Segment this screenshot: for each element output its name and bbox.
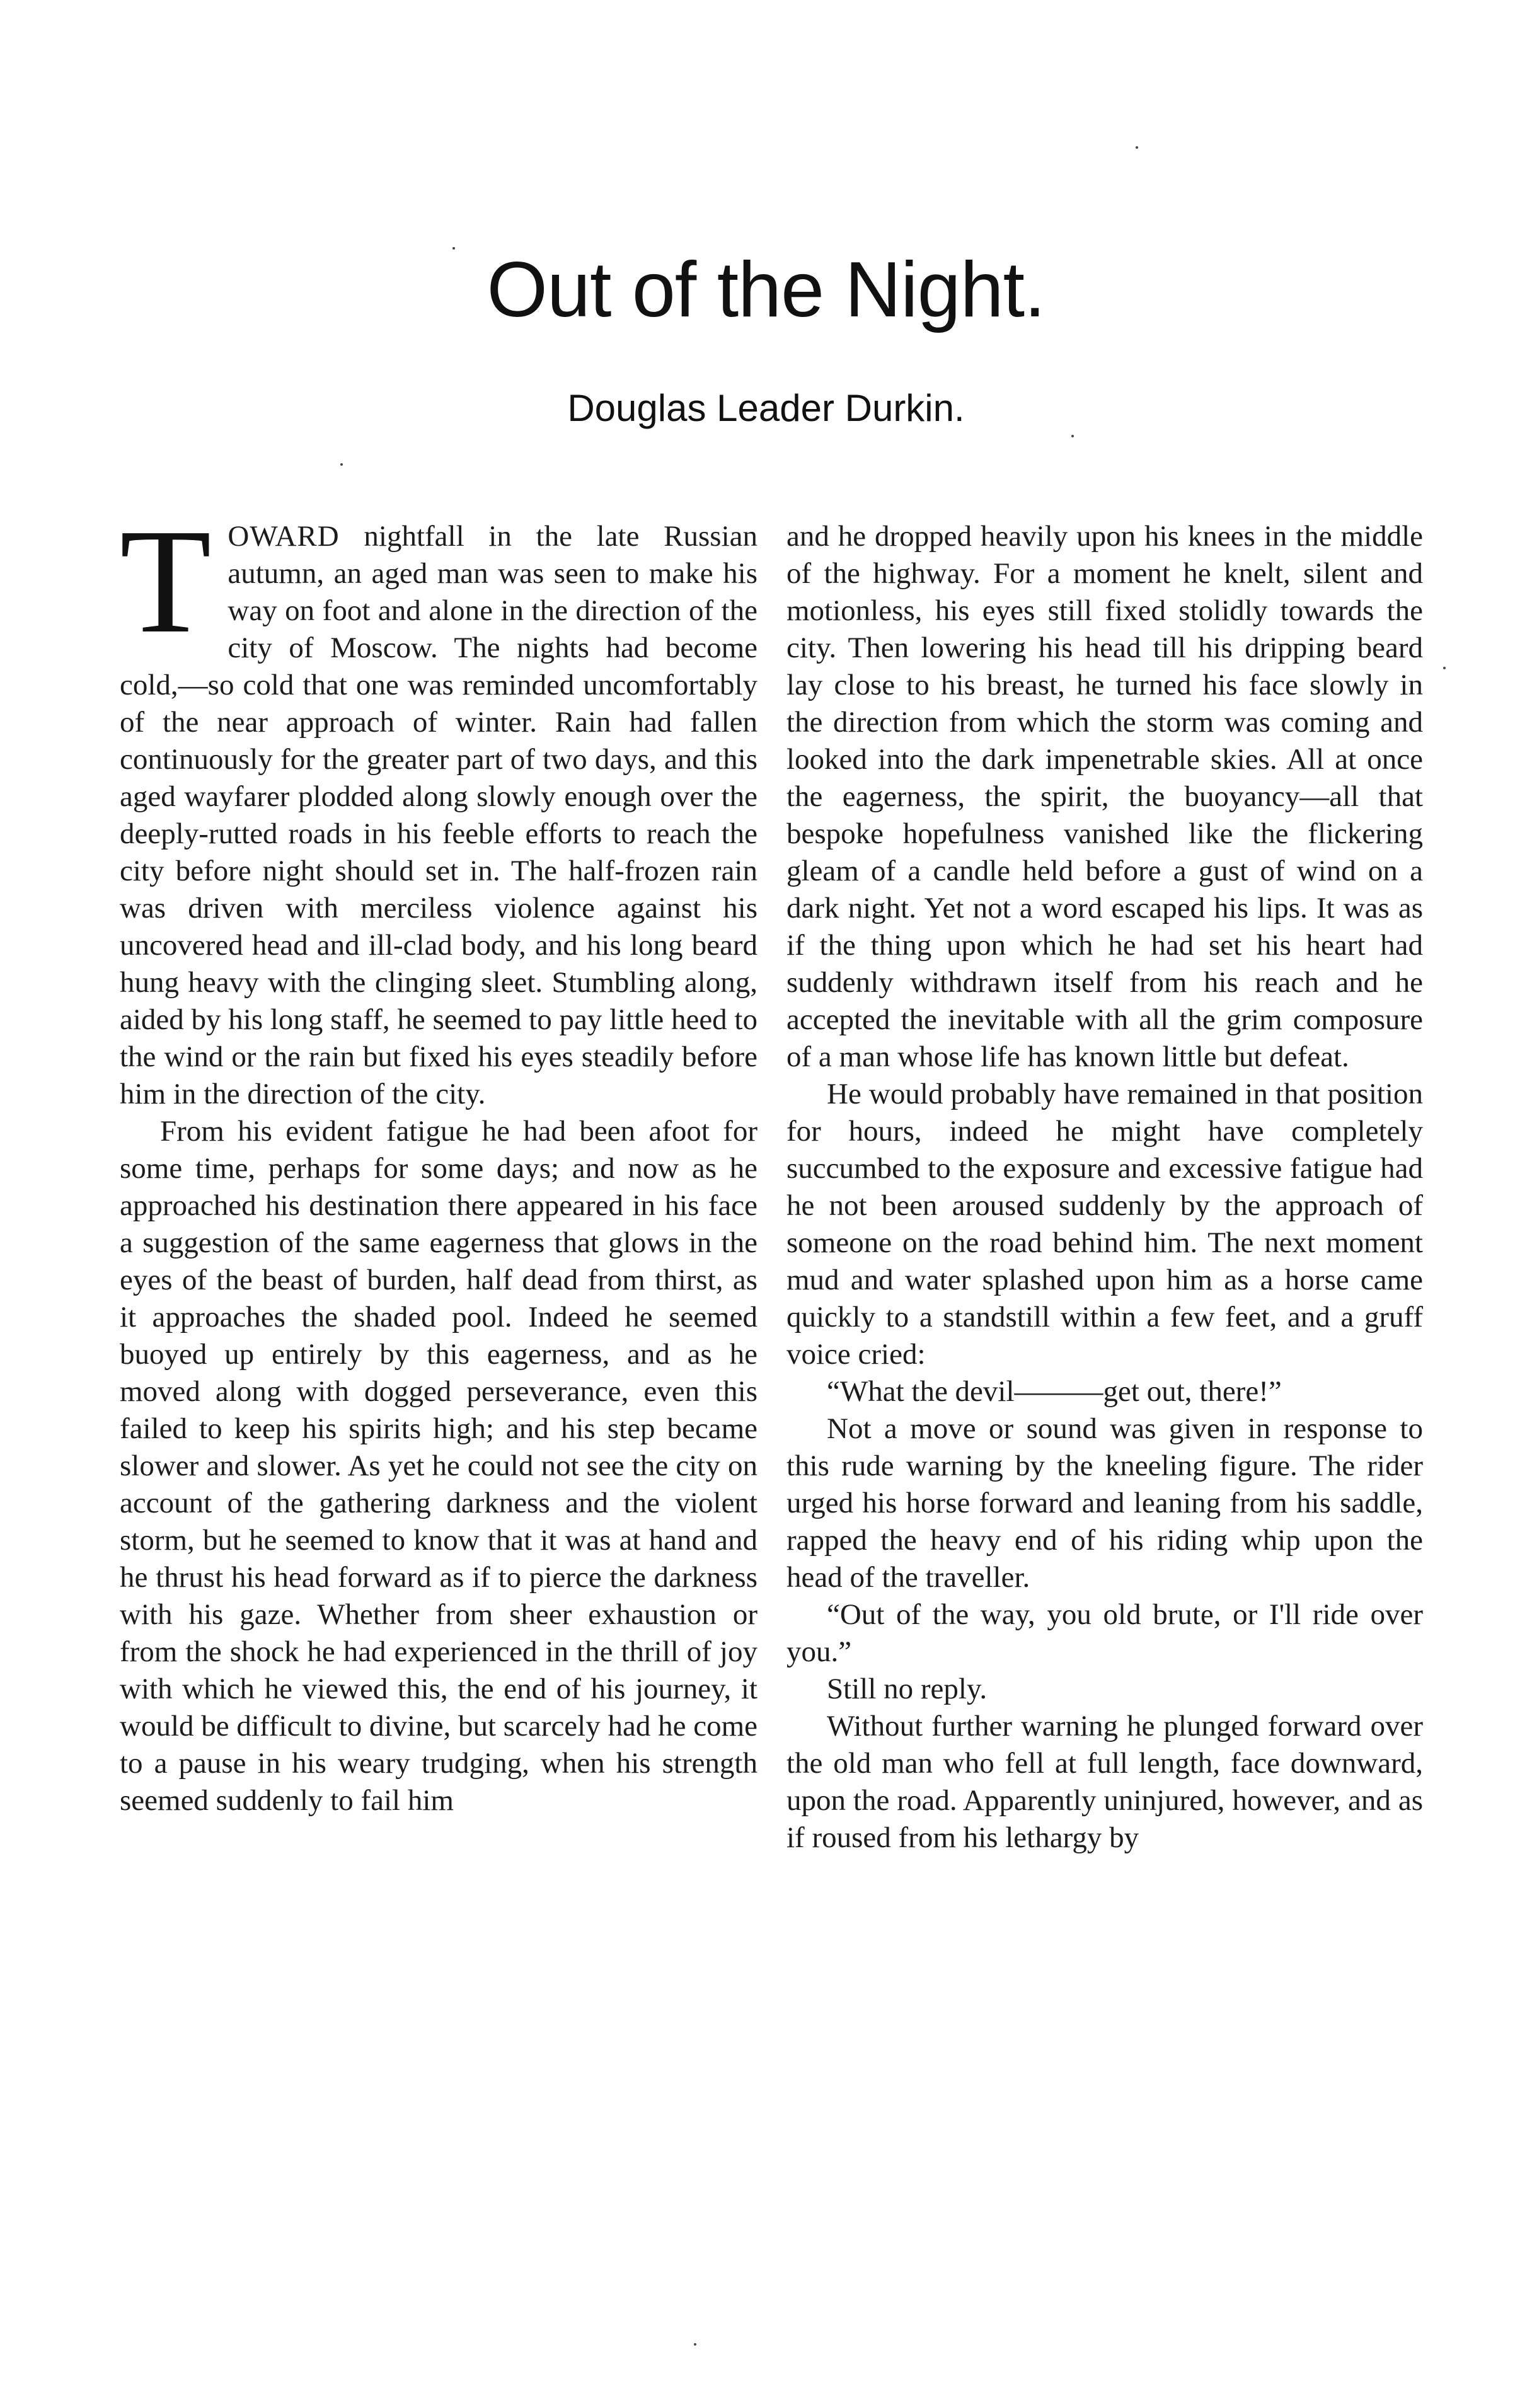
- paragraph: Not a move or sound was given in response to this rude warning by the kneeling figure. The rider urged his horse forward and leaning from his saddle, rapped the heavy end of his riding whip upon the head of the traveller.: [786, 1412, 1423, 1594]
- article-author: Douglas Leader Durkin.: [567, 387, 965, 429]
- paragraph: [120, 498, 757, 1113]
- paragraph: and he dropped heavily upon his knees in the middle of the highway. For a moment he knelt, silent and motionless, his eyes still fixed stolidly towards the city. Then lowering his head till his dripping beard lay close to his breast, he turned his face slowly in the direction from which the storm was coming and looked into the dark impenetrable skies. All at once the eagerness, the spirit, the buoyancy—all that bespoke hopefulness vanished like the flickering gleam of a candle held before a gust of wind on a dark night. Yet not a word escaped his lips. It was as if the thing upon which he had set his heart had suddenly withdrawn itself from his reach and he accepted the inevitable with all the grim composure of a man whose life has known little but defeat.: [786, 520, 1423, 1073]
- paragraph: Without further warning he plunged forward over the old man who fell at full length, face downward, upon the road. Apparently uninjured, however, and as if roused from his lethargy by: [786, 1710, 1423, 1854]
- paragraph: “Out of the way, you old brute, or I'll ride over you.”: [786, 1598, 1423, 1668]
- scan-speck: [340, 463, 343, 466]
- right-column: [786, 518, 1423, 1857]
- scan-speck: [1071, 435, 1074, 437]
- article-title: Out of the Night.: [487, 246, 1045, 333]
- scan-speck: [1136, 146, 1138, 149]
- lead-word: OWARD: [227, 520, 340, 553]
- scan-speck: [1443, 667, 1446, 669]
- paragraph: From his evident fatigue he had been afoot for some time, perhaps for some days; and now as he approached his destination there appeared in his face a suggestion of the same eagerness that glows in the eyes of the beast of burden, half dead from thirst, as it approaches the shaded pool. Indeed he seemed buoyed up entirely by this eagerness, and as he moved along with dogged perseverance, even this failed to keep his spirits high; and his step became slower and slower. As yet he could not see the city on account of the gathering darkness and the violent storm, but he seemed to know that it was at hand and he thrust his head forward as if to pierce the darkness with his gaze. Whether from sheer exhaustion or from the shock he had experienced in the thrill of joy with which he viewed this, the end of his journey, it would be difficult to divine, but scarcely had he come to a pause in his weary trudging, when his strength seemed suddenly to fail him: [120, 1115, 757, 1817]
- drop-cap: T: [120, 498, 212, 664]
- scan-speck: [452, 247, 455, 250]
- paragraph: He would probably have remained in that position for hours, indeed he might have completely succumbed to the exposure and excessive fatigue had he not been aroused suddenly by the approach of someone on the road behind him. The next moment mud and water splashed upon him as a horse came quickly to a standstill within a few feet, and a gruff voice cried:: [786, 1078, 1423, 1371]
- paragraph: “What the devil———get out, there!”: [827, 1375, 1282, 1408]
- paragraph: Still no reply.: [827, 1673, 988, 1705]
- scan-speck: [694, 2343, 696, 2346]
- paragraph-text: nightfall in the late Russian autumn, an aged man was seen to make his way on foot and alone in the direction of the city of Moscow. The nights had become cold,—so cold that one was reminded uncomfortably of the near approach of winter. Rain had fallen continuously for the greater part of two days, and this aged wayfarer plodded along slowly enough over the deeply-rutted roads in his feeble efforts to reach the city before night should set in. The half-frozen rain was driven with merciless violence against his uncovered head and ill-clad body, and his long beard hung heavy with the clinging sleet. Stumbling along, aided by his long staff, he seemed to pay little heed to the wind or the rain but fixed his eyes steadily before him in the direction of the city.: [120, 520, 757, 1110]
- left-column: [120, 498, 757, 1819]
